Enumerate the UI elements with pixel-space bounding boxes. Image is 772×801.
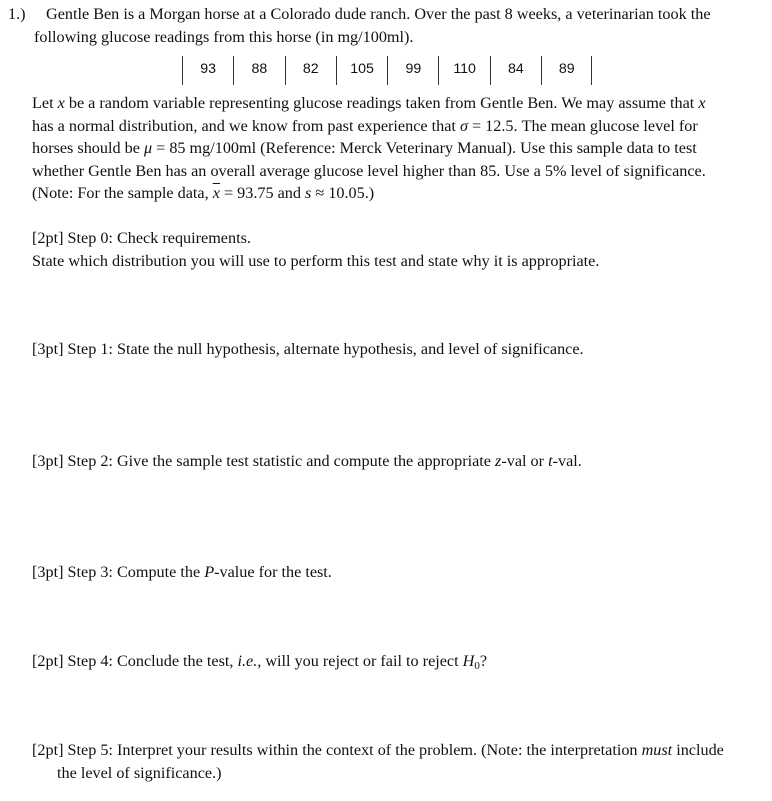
reading-cell: 99	[387, 56, 438, 85]
step-1: [3pt] Step 1: State the null hypothesis, alternate hypothesis, and level of significance.	[32, 340, 584, 358]
intro-line-1: Gentle Ben is a Morgan horse at a Colorado dude ranch. Over the past 8 weeks, a veterinarian took the	[46, 5, 711, 23]
mu-symbol: μ	[143, 139, 153, 157]
text: ?	[479, 652, 488, 670]
step-2	[32, 450, 762, 473]
text: horses should be	[32, 139, 144, 157]
text: -val or	[501, 452, 549, 470]
reading-cell: 82	[285, 56, 336, 85]
intro-line-2: following glucose readings from this horse (in mg/100ml).	[34, 28, 414, 46]
reading-cell: 89	[541, 56, 592, 85]
text: will you reject or fail to reject	[261, 652, 463, 670]
step-0	[32, 227, 762, 272]
text: [3pt] Step 3: Compute the	[32, 563, 205, 581]
ie-text: i.e.,	[237, 652, 262, 670]
text: has a normal distribution, and we know from past experience that	[32, 116, 460, 135]
variable-p: P	[204, 563, 215, 581]
problem-number: 1.)	[8, 5, 26, 23]
sigma-symbol: σ	[459, 116, 468, 135]
reading-cell: 88	[233, 56, 284, 85]
step-5	[32, 739, 762, 784]
variable-s: s	[305, 184, 312, 202]
reading-cell: 84	[490, 56, 541, 85]
description-line	[32, 92, 764, 115]
text: Let	[32, 94, 58, 112]
text: = 12.5. The mean glucose level for	[467, 116, 698, 135]
must-emphasis: must	[641, 741, 673, 759]
step-4	[32, 650, 762, 678]
text: include	[672, 741, 724, 759]
step-3	[32, 561, 762, 584]
text: ≈ 10.05.)	[311, 184, 375, 202]
reading-cell: 110	[438, 56, 489, 85]
variable-x: x	[698, 94, 706, 112]
text: = 93.75 and	[219, 184, 306, 202]
variable-x: x	[57, 94, 65, 112]
text: [2pt] Step 5: Interpret your results within the context of the problem. (Note: the interpretation	[32, 741, 642, 759]
h-subscript: 0	[474, 660, 480, 672]
step-0-body: State which distribution you will use to perform this test and state why it is appropriate.	[32, 251, 600, 270]
step-0-title: [2pt] Step 0: Check requirements.	[32, 229, 251, 247]
text: -value for the test.	[214, 563, 332, 581]
description-line	[32, 115, 764, 138]
problem-intro	[8, 3, 768, 26]
reading-cell: 105	[336, 56, 387, 85]
description-line	[32, 137, 764, 160]
problem-description	[32, 92, 764, 205]
variable-t: t	[548, 452, 553, 470]
text: (Note: For the sample data,	[32, 184, 213, 202]
step-5-line-1	[32, 739, 762, 762]
step-5-line-2: the level of significance.)	[57, 763, 222, 782]
description-line	[32, 182, 764, 205]
text: = 85 mg/100ml (Reference: Merck Veterinary Manual). Use this sample data to test	[152, 139, 697, 157]
text: -val.	[552, 452, 582, 470]
description-line: whether Gentle Ben has an overall average glucose level higher than 85. Use a 5% level of significance.	[32, 161, 706, 180]
x-bar-symbol: $\overline{x}$	[212, 184, 220, 202]
text: [3pt] Step 2: Give the sample test statistic and compute the appropriate	[32, 452, 496, 470]
reading-cell: 93	[182, 56, 233, 85]
text: be a random variable representing glucose readings taken from Gentle Ben. We may assume that	[64, 94, 699, 112]
h-symbol: H	[462, 652, 475, 670]
variable-z: z	[495, 452, 502, 470]
text: [2pt] Step 4: Conclude the test,	[32, 652, 238, 670]
glucose-readings-table	[182, 56, 592, 85]
